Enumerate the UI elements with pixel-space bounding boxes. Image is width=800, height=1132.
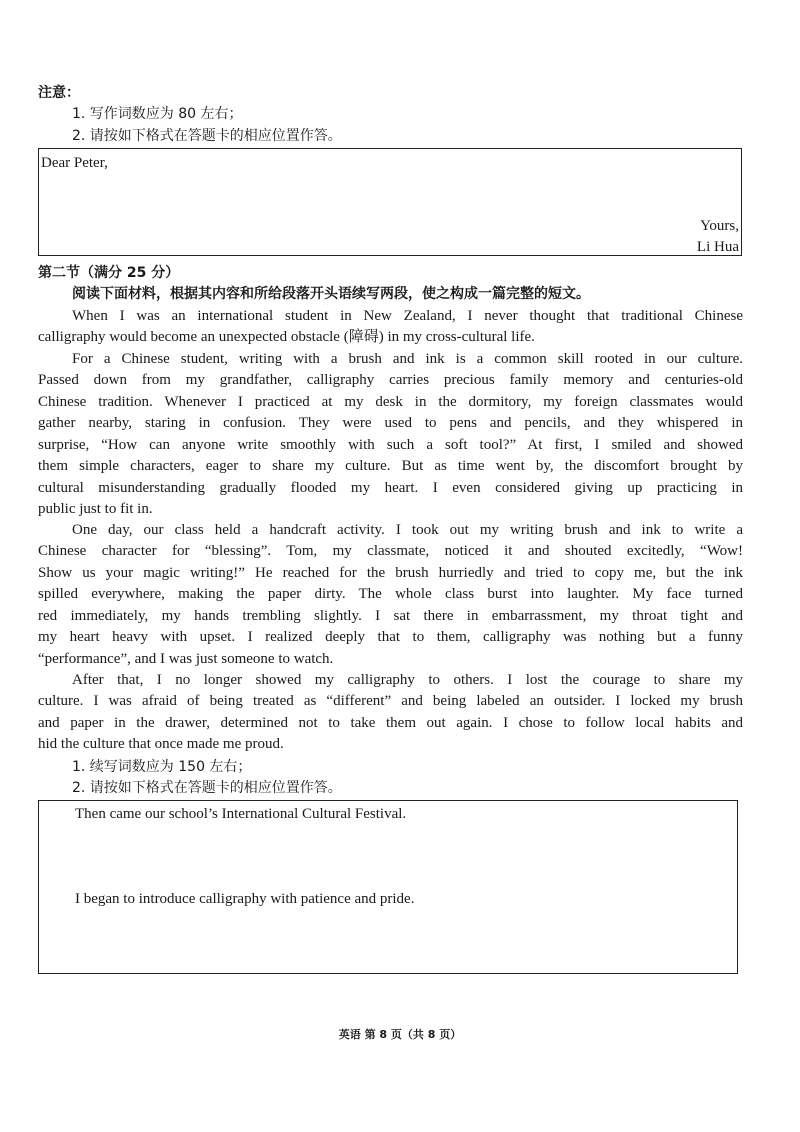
passage-line: For a Chinese student, writing with a brush and ink is a common skill rooted in our culture. <box>72 351 743 367</box>
note-word-count: 1. 写作词数应为 80 左右； <box>72 106 243 122</box>
passage-line: calligraphy would become an unexpected obstacle (障碍) in my cross-cultural life. <box>38 329 535 345</box>
section2-instruction: 阅读下面材料，根据其内容和所给段落开头语续写两段，使之构成一篇完整的短文。 <box>72 286 590 302</box>
notes-heading: 注意： <box>38 85 80 101</box>
passage-line: and paper in the drawer, determined not to take them out again. I chose to follow local habits and <box>38 715 743 731</box>
letter-greeting: Dear Peter, <box>41 155 108 171</box>
passage-line: Show us your magic writing!” He reached for the brush hurriedly and tried to copy me, but the ink <box>38 565 743 581</box>
passage-line: Passed down from my grandfather, calligraphy carries precious family memory and centuries-old <box>38 372 743 388</box>
continuation-answer-box <box>38 800 738 974</box>
passage-line: “performance”, and I was just someone to watch. <box>38 651 334 667</box>
passage-line: cultural misunderstanding gradually flooded my heart. I even considered giving up practicing in <box>38 480 743 496</box>
letter-closing: Yours, <box>700 218 739 234</box>
passage-line: One day, our class held a handcraft activity. I took out my writing brush and ink to write a <box>72 522 743 538</box>
letter-signature: Li Hua <box>696 239 739 255</box>
passage-line: my heart heavy with upset. I realized deeply that to them, calligraphy was nothing but a funny <box>38 629 743 645</box>
passage-line: gather nearby, staring in confusion. They were used to pens and pencils, and they whispered in <box>38 415 743 431</box>
passage-line: After that, I no longer showed my calligraphy to others. I lost the courage to share my <box>72 672 743 688</box>
letter-answer-box <box>38 148 742 256</box>
passage-line: surprise, “How can anyone write smoothly with such a soft tool?” At first, I smiled and showed <box>38 437 743 453</box>
passage-line: When I was an international student in New Zealand, I never thought that traditional Chinese <box>72 308 743 324</box>
passage-line: public just to fit in. <box>38 501 153 517</box>
note-continuation-word-count: 1. 续写词数应为 150 左右； <box>72 759 252 775</box>
note-format: 2. 请按如下格式在答题卡的相应位置作答。 <box>72 128 342 144</box>
passage-line: Chinese tradition. Whenever I practiced at my desk in the dormitory, my foreign classmates would <box>38 394 743 410</box>
page-footer: 英语 第 8 页（共 8 页） <box>338 1028 462 1041</box>
passage-line: hid the culture that once made me proud. <box>38 736 284 752</box>
paragraph-opener-2: I began to introduce calligraphy with patience and pride. <box>75 891 415 907</box>
passage-line: them simple characters, eager to share my culture. But as time went by, the discomfort brought by <box>38 458 743 474</box>
section2-heading: 第二节（满分 25 分） <box>38 265 180 281</box>
passage-line: red immediately, my hands trembling slightly. I sat there in embarrassment, my throat tight and <box>38 608 743 624</box>
passage-line: spilled everywhere, making the paper dirty. The whole class burst into laughter. My face turned <box>38 586 743 602</box>
paragraph-opener-1: Then came our school’s International Cultural Festival. <box>75 806 407 822</box>
passage-line: culture. I was afraid of being treated as “different” and being labeled an outsider. I locked my brush <box>38 693 743 709</box>
note-continuation-format: 2. 请按如下格式在答题卡的相应位置作答。 <box>72 780 342 796</box>
passage-line: Chinese character for “blessing”. Tom, my classmate, noticed it and shouted excitedly, “Wow! <box>38 543 743 559</box>
